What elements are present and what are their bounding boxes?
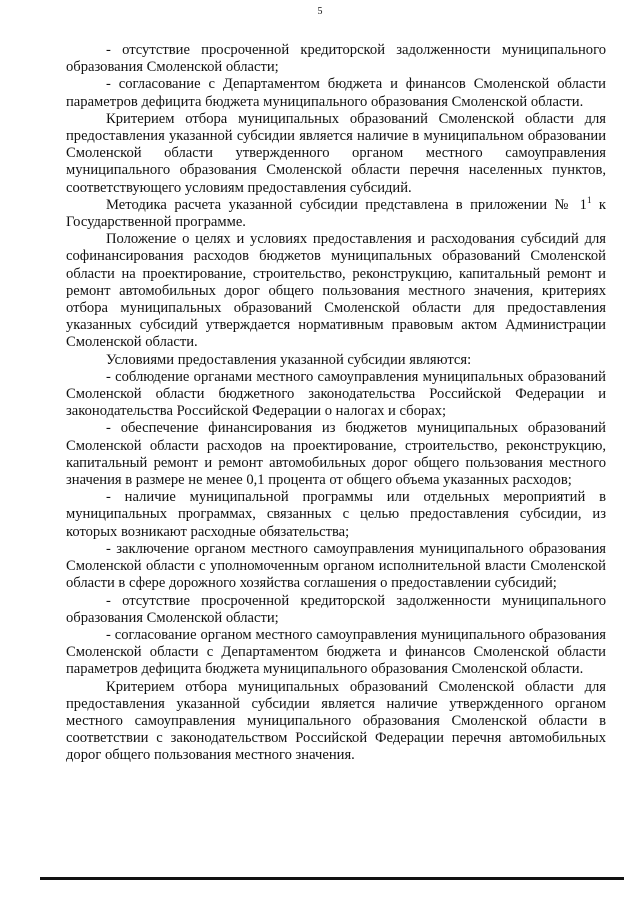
paragraph: - согласование органом местного самоуправления муниципального образования Смоленской области с Департаментом бюджета и финансов Смоленской области параметров дефицита бюджета муниципального образования Смоленской области. xyxy=(66,626,606,678)
paragraph-text-tail: к Государственной программе. xyxy=(66,196,606,231)
footnote-marker: 1 xyxy=(586,194,592,205)
paragraph: - обеспечение финансирования из бюджетов муниципальных образований Смоленской области расходов на проектирование, строительство, реконструкцию, капитальный ремонт и ремонт автомобильных дорог общего пользования местного значения в размере не менее 0,1 процента от общего объема указанных расходов; xyxy=(66,420,606,489)
document-body xyxy=(66,42,606,765)
paragraph: Условиями предоставления указанной субсидии являются: xyxy=(106,351,472,368)
footer-rule xyxy=(40,877,624,880)
paragraph: - соблюдение органами местного самоуправления муниципальных образований Смоленской области бюджетного законодательства Российской Федерации и законодательства Российской Федерации о налогах и сборах; xyxy=(66,368,606,420)
paragraph: Критерием отбора муниципальных образований Смоленской области для предоставления указанной субсидии является наличие в муниципальном образовании Смоленской области утвержденного органом местного самоуправления муниципального образования Смоленской области перечня населенных пунктов, соответствующего условиям предоставления субсидий. xyxy=(66,110,606,196)
paragraph: - отсутствие просроченной кредиторской задолженности муниципального образования Смоленской области; xyxy=(66,592,606,626)
paragraph: - согласование с Департаментом бюджета и финансов Смоленской области параметров дефицита бюджета муниципального образования Смоленской области. xyxy=(66,76,606,110)
paragraph: - наличие муниципальной программы или отдельных мероприятий в муниципальных программах, связанных с целью предоставления субсидии, из которых возникают расходные обязательства; xyxy=(66,489,606,540)
paragraph xyxy=(66,194,606,231)
paragraph-text: Методика расчета указанной субсидии представлена в приложении № 1 xyxy=(106,196,587,213)
page-number: 5 xyxy=(317,6,323,17)
paragraph: - заключение органом местного самоуправления муниципального образования Смоленской области с уполномоченным органом исполнительной власти Смоленской области в сфере дорожного хозяйства соглашения о предоставлении субсидий; xyxy=(66,540,606,592)
paragraph: - отсутствие просроченной кредиторской задолженности муниципального образования Смоленской области; xyxy=(66,42,606,76)
paragraph: Положение о целях и условиях предоставления и расходования субсидий для софинансирования расходов бюджетов муниципальных образований Смоленской области на проектирование, строительство, реконструкцию, капитальный ремонт и ремонт автомобильных дорог общего пользования местного значения, критериях отбора муниципальных образований Смоленской области для предоставления указанных субсидий утверждается нормативным правовым актом Администрации Смоленской области. xyxy=(66,231,606,351)
paragraph: Критерием отбора муниципальных образований Смоленской области для предоставления указанной субсидии является наличие утвержденного органом местного самоуправления муниципального образования Смоленской области в соответствии с законодательством Российской Федерации перечня автомобильных дорог общего пользования местного значения. xyxy=(66,678,606,764)
